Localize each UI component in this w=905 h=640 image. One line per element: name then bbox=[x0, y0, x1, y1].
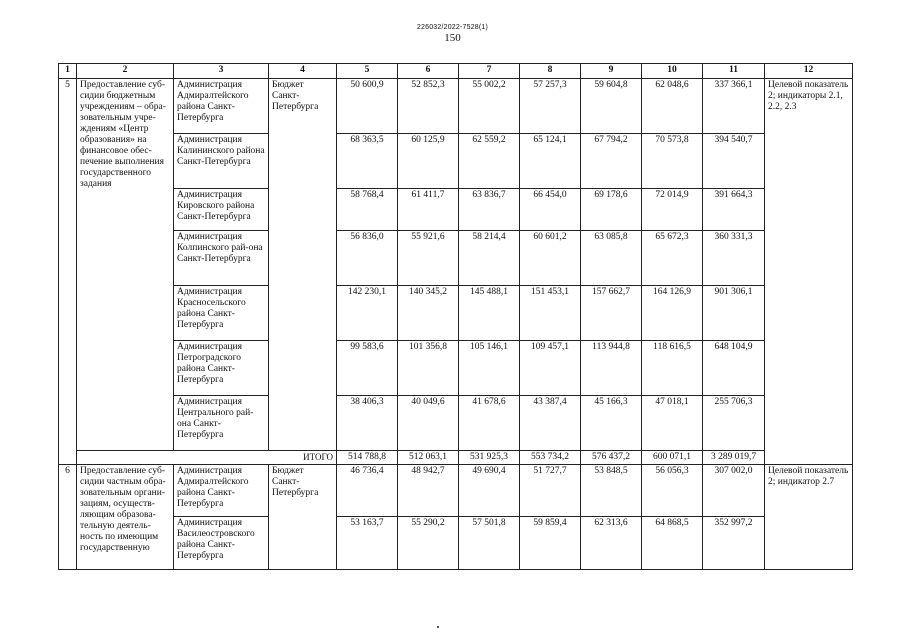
value-cell: 58 768,4 bbox=[337, 189, 398, 231]
value-cell: 60 125,9 bbox=[398, 134, 459, 189]
header-cell: 7 bbox=[459, 64, 520, 79]
header-cell: 3 bbox=[174, 64, 269, 79]
value-cell: 142 230,1 bbox=[337, 286, 398, 341]
funding-source: Бюджет Санкт-Петербурга bbox=[269, 79, 337, 451]
value-cell: 68 363,5 bbox=[337, 134, 398, 189]
header-cell: 11 bbox=[703, 64, 765, 79]
value-cell: 62 313,6 bbox=[581, 517, 642, 570]
value-cell: 63 085,8 bbox=[581, 231, 642, 286]
value-cell: 64 868,5 bbox=[642, 517, 703, 570]
total-value-cell: 576 437,2 bbox=[581, 451, 642, 465]
value-cell: 72 014,9 bbox=[642, 189, 703, 231]
administration-cell: Администрация Василеостровского района Санкт-Петербурга bbox=[174, 517, 269, 570]
value-cell: 70 573,8 bbox=[642, 134, 703, 189]
value-cell: 53 848,5 bbox=[581, 465, 642, 517]
administration-cell: Администрация Адмиралтейского района Санкт-Петербурга bbox=[174, 79, 269, 134]
table-row bbox=[59, 465, 853, 517]
value-cell: 55 002,2 bbox=[459, 79, 520, 134]
document-stamp: 226032/2022-7528(1) bbox=[416, 24, 489, 31]
administration-cell: Администрация Колпинского рай-она Санкт-Петербурга bbox=[174, 231, 269, 286]
total-value-cell: 3 289 019,7 bbox=[703, 451, 765, 465]
value-cell: 360 331,3 bbox=[703, 231, 765, 286]
value-cell: 53 163,7 bbox=[337, 517, 398, 570]
total-value-cell: 600 071,1 bbox=[642, 451, 703, 465]
table-row bbox=[59, 189, 853, 231]
item-description: Предоставление суб-сидии частным обра-зовательным органи-зациям, осуществ-ляющим образова-тельную деятель-ность по имеющим государственную bbox=[77, 465, 174, 570]
value-cell: 391 664,3 bbox=[703, 189, 765, 231]
value-cell: 67 794,2 bbox=[581, 134, 642, 189]
header-cell: 8 bbox=[520, 64, 581, 79]
page-number: 150 bbox=[444, 32, 461, 44]
value-cell: 101 356,8 bbox=[398, 341, 459, 396]
value-cell: 41 678,6 bbox=[459, 396, 520, 451]
value-cell: 65 672,3 bbox=[642, 231, 703, 286]
value-cell: 337 366,1 bbox=[703, 79, 765, 134]
table-row bbox=[59, 79, 853, 134]
value-cell: 49 690,4 bbox=[459, 465, 520, 517]
value-cell: 69 178,6 bbox=[581, 189, 642, 231]
administration-cell: Администрация Кировского района Санкт-Петербурга bbox=[174, 189, 269, 231]
value-cell: 57 501,8 bbox=[459, 517, 520, 570]
target-indicator: Целевой показатель 2; индикаторы 2.1, 2.2, 2.3 bbox=[765, 79, 853, 465]
value-cell: 55 921,6 bbox=[398, 231, 459, 286]
value-cell: 43 387,4 bbox=[520, 396, 581, 451]
value-cell: 145 488,1 bbox=[459, 286, 520, 341]
item-description: Предоставление суб-сидии бюджетным учреждениям – обра-зовательным учре-ждениям «Центр образования» на финансовое обес-печение выполнения государственного задания bbox=[77, 79, 174, 451]
header-cell: 12 bbox=[765, 64, 853, 79]
total-value-cell: 553 734,2 bbox=[520, 451, 581, 465]
value-cell: 38 406,3 bbox=[337, 396, 398, 451]
item-number: 5 bbox=[59, 79, 77, 465]
value-cell: 157 662,7 bbox=[581, 286, 642, 341]
value-cell: 48 942,7 bbox=[398, 465, 459, 517]
value-cell: 62 559,2 bbox=[459, 134, 520, 189]
value-cell: 151 453,1 bbox=[520, 286, 581, 341]
total-label: ИТОГО bbox=[77, 451, 337, 465]
header-cell: 4 bbox=[269, 64, 337, 79]
value-cell: 50 600,9 bbox=[337, 79, 398, 134]
value-cell: 66 454,0 bbox=[520, 189, 581, 231]
total-value-cell: 514 788,8 bbox=[337, 451, 398, 465]
value-cell: 99 583,6 bbox=[337, 341, 398, 396]
value-cell: 352 997,2 bbox=[703, 517, 765, 570]
value-cell: 164 126,9 bbox=[642, 286, 703, 341]
value-cell: 648 104,9 bbox=[703, 341, 765, 396]
table-header-row bbox=[59, 64, 853, 79]
value-cell: 56 056,3 bbox=[642, 465, 703, 517]
administration-cell: Администрация Петроградского района Санкт-Петербурга bbox=[174, 341, 269, 396]
administration-cell: Администрация Красносельского района Санкт-Петербурга bbox=[174, 286, 269, 341]
value-cell: 40 049,6 bbox=[398, 396, 459, 451]
administration-cell: Администрация Калининского района Санкт-Петербурга bbox=[174, 134, 269, 189]
header-cell: 6 bbox=[398, 64, 459, 79]
table-row bbox=[59, 134, 853, 189]
total-row bbox=[59, 451, 853, 465]
value-cell: 56 836,0 bbox=[337, 231, 398, 286]
value-cell: 63 836,7 bbox=[459, 189, 520, 231]
scan-speck bbox=[437, 626, 439, 628]
budget-table bbox=[58, 63, 853, 570]
value-cell: 65 124,1 bbox=[520, 134, 581, 189]
total-value-cell: 512 063,1 bbox=[398, 451, 459, 465]
value-cell: 307 002,0 bbox=[703, 465, 765, 517]
value-cell: 60 601,2 bbox=[520, 231, 581, 286]
value-cell: 59 859,4 bbox=[520, 517, 581, 570]
total-value-cell: 531 925,3 bbox=[459, 451, 520, 465]
value-cell: 140 345,2 bbox=[398, 286, 459, 341]
value-cell: 51 727,7 bbox=[520, 465, 581, 517]
table-row bbox=[59, 231, 853, 286]
value-cell: 52 852,3 bbox=[398, 79, 459, 134]
value-cell: 45 166,3 bbox=[581, 396, 642, 451]
value-cell: 394 540,7 bbox=[703, 134, 765, 189]
value-cell: 55 290,2 bbox=[398, 517, 459, 570]
value-cell: 57 257,3 bbox=[520, 79, 581, 134]
administration-cell: Администрация Адмиралтейского района Санкт-Петербурга bbox=[174, 465, 269, 517]
value-cell: 255 706,3 bbox=[703, 396, 765, 451]
table-row bbox=[59, 396, 853, 451]
value-cell: 59 604,8 bbox=[581, 79, 642, 134]
value-cell: 58 214,4 bbox=[459, 231, 520, 286]
header-cell: 2 bbox=[77, 64, 174, 79]
header-cell: 9 bbox=[581, 64, 642, 79]
administration-cell: Администрация Центрального рай-она Санкт-Петербурга bbox=[174, 396, 269, 451]
header-cell: 5 bbox=[337, 64, 398, 79]
value-cell: 61 411,7 bbox=[398, 189, 459, 231]
funding-source: Бюджет Санкт-Петербурга bbox=[269, 465, 337, 570]
value-cell: 105 146,1 bbox=[459, 341, 520, 396]
value-cell: 901 306,1 bbox=[703, 286, 765, 341]
value-cell: 109 457,1 bbox=[520, 341, 581, 396]
table-row bbox=[59, 341, 853, 396]
value-cell: 113 944,8 bbox=[581, 341, 642, 396]
value-cell: 118 616,5 bbox=[642, 341, 703, 396]
value-cell: 46 736,4 bbox=[337, 465, 398, 517]
item-number: 6 bbox=[59, 465, 77, 570]
table-row bbox=[59, 517, 853, 570]
value-cell: 47 018,1 bbox=[642, 396, 703, 451]
header-cell: 1 bbox=[59, 64, 77, 79]
header-cell: 10 bbox=[642, 64, 703, 79]
table-row bbox=[59, 286, 853, 341]
target-indicator: Целевой показатель 2; индикатор 2.7 bbox=[765, 465, 853, 570]
value-cell: 62 048,6 bbox=[642, 79, 703, 134]
